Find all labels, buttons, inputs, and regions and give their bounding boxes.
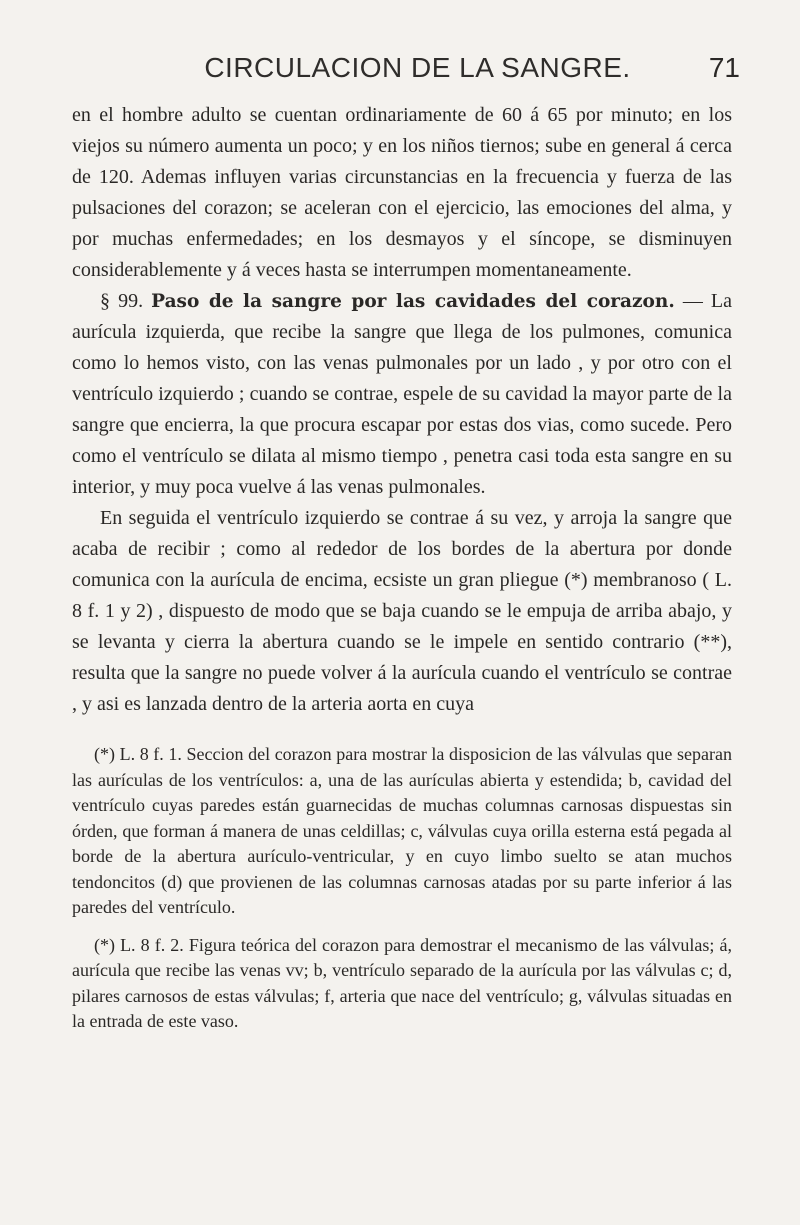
paragraph-ventricle: En seguida el ventrículo izquierdo se contrae á su vez, y arroja la sangre que acaba de recibir ; como al rededor de los bordes de la abertura por donde comunica con la aurícula de encima, ecsiste un gran pliegue (*) membranoso ( L. 8 f. 1 y 2) , dispuesto de modo que se baja cuando se le empuja de arriba abajo, y se levanta y cierra la abertura cuando se le impele en sentido contrario (**), resulta que la sangre no puede volver á la aurícula cuando el ventrículo se contrae , y asi es lanzada dentro de la arteria aorta en cuya <box>72 507 732 715</box>
section-heading: Paso de la sangre por las cavidades del corazon. <box>151 291 675 312</box>
paragraph-heart-rate: en el hombre adulto se cuentan ordinariamente de 60 á 65 por minuto; en los viejos su número aumenta un poco; y en los niños tiernos; sube en general á cerca de 120. Ademas influyen varias circunstancias en la frecuencia y fuerza de las pulsaciones del corazon; se aceleran con el ejercicio, las emociones del alma, y por muchas enfermedades; en los desmayos y el síncope, se disminuyen considerablemente y á veces hasta se interrumpen momentaneamente. <box>72 104 732 281</box>
footnote-2: (*) L. 8 f. 2. Figura teórica del corazon para demostrar el mecanismo de las válvulas; á, aurícula que recibe las venas vv; b, ventrículo separado de la aurícula por las válvulas c; d, pilares carnosos de estas válvulas; f, arteria que nace del ventrículo; g, válvulas situadas en la entrada de este vaso. <box>72 934 732 1031</box>
section-number: § 99. <box>100 290 144 312</box>
main-text <box>72 100 732 720</box>
page-header <box>95 52 740 92</box>
paragraph-section-99 <box>72 286 732 503</box>
footnote-1: (*) L. 8 f. 1. Seccion del corazon para mostrar la disposicion de las válvulas que separan las aurículas de los ventrículos: a, una de las aurículas abierta y estendida; b, cavidad del ventrículo cuyas paredes están guarnecidas de muchas columnas carnosas dispuestas sin órden, que forman á manera de unas celdillas; c, válvulas cuya orilla esterna está pegada al borde de la abertura aurículo-ventricular, y en cuyo limbo suelto se atan muchos tendoncitos (d) que provienen de las columnas carnosas atadas por su parte inferior á las paredes del ventrículo. <box>72 744 732 917</box>
section-text: — La aurícula izquierda, que recibe la sangre que llega de los pulmones, comunica como lo hemos visto, con las venas pulmonales por un lado , y por otro con el ventrículo izquierdo ; cuando se contrae, espele de su cavidad la mayor parte de la sangre que encierra, la que procura escapar por estas dos vias, como sucede. Pero como el ventrículo se dilata al mismo tiempo , penetra casi toda esta sangre en su interior, y muy poca vuelve á las venas pulmonales. <box>72 290 733 498</box>
running-title: CIRCULACION DE LA SANGRE. <box>204 52 631 83</box>
footnotes <box>72 742 732 1035</box>
page-body <box>72 100 732 1047</box>
page-number: 71 <box>708 52 740 83</box>
